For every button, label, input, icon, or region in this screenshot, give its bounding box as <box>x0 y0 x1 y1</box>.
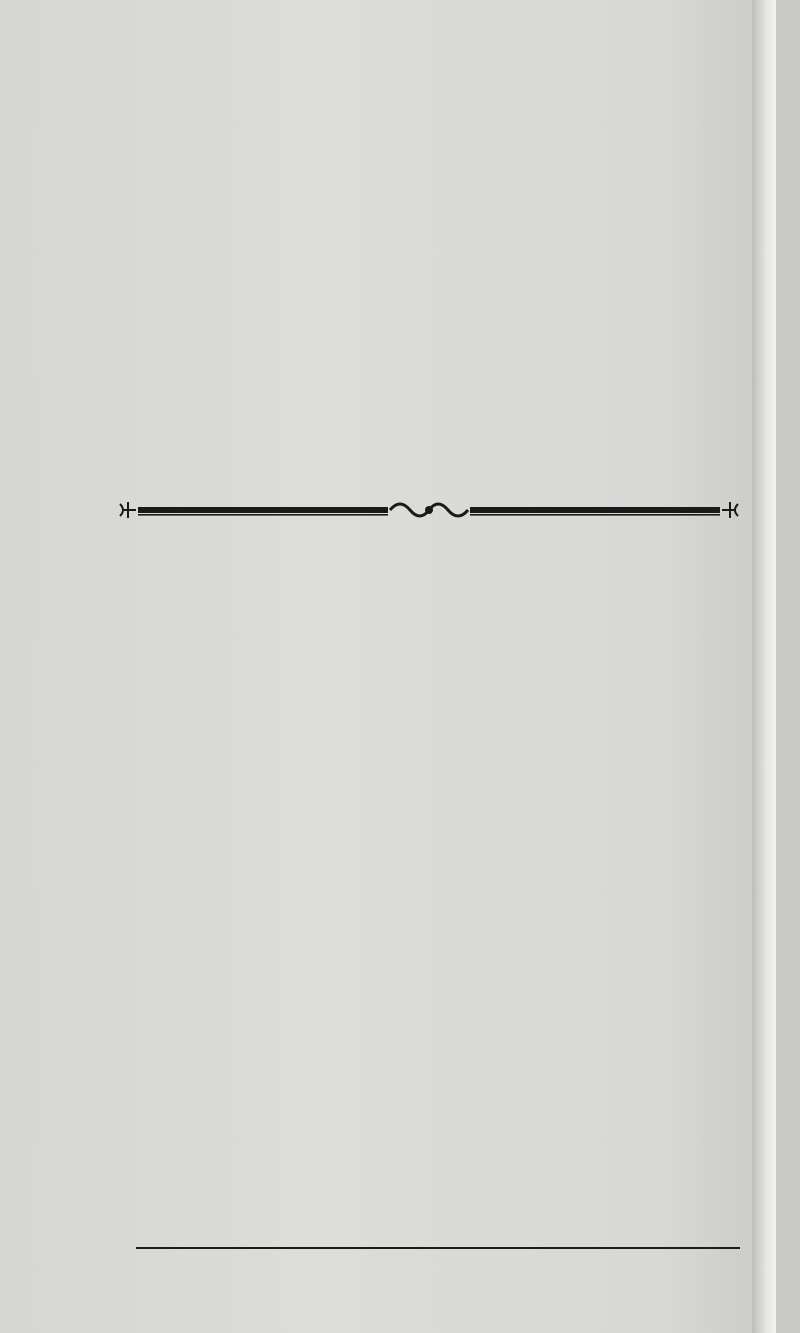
footnote-rule <box>136 1247 740 1249</box>
ornamental-divider <box>118 498 740 522</box>
page-edge <box>752 0 776 1333</box>
